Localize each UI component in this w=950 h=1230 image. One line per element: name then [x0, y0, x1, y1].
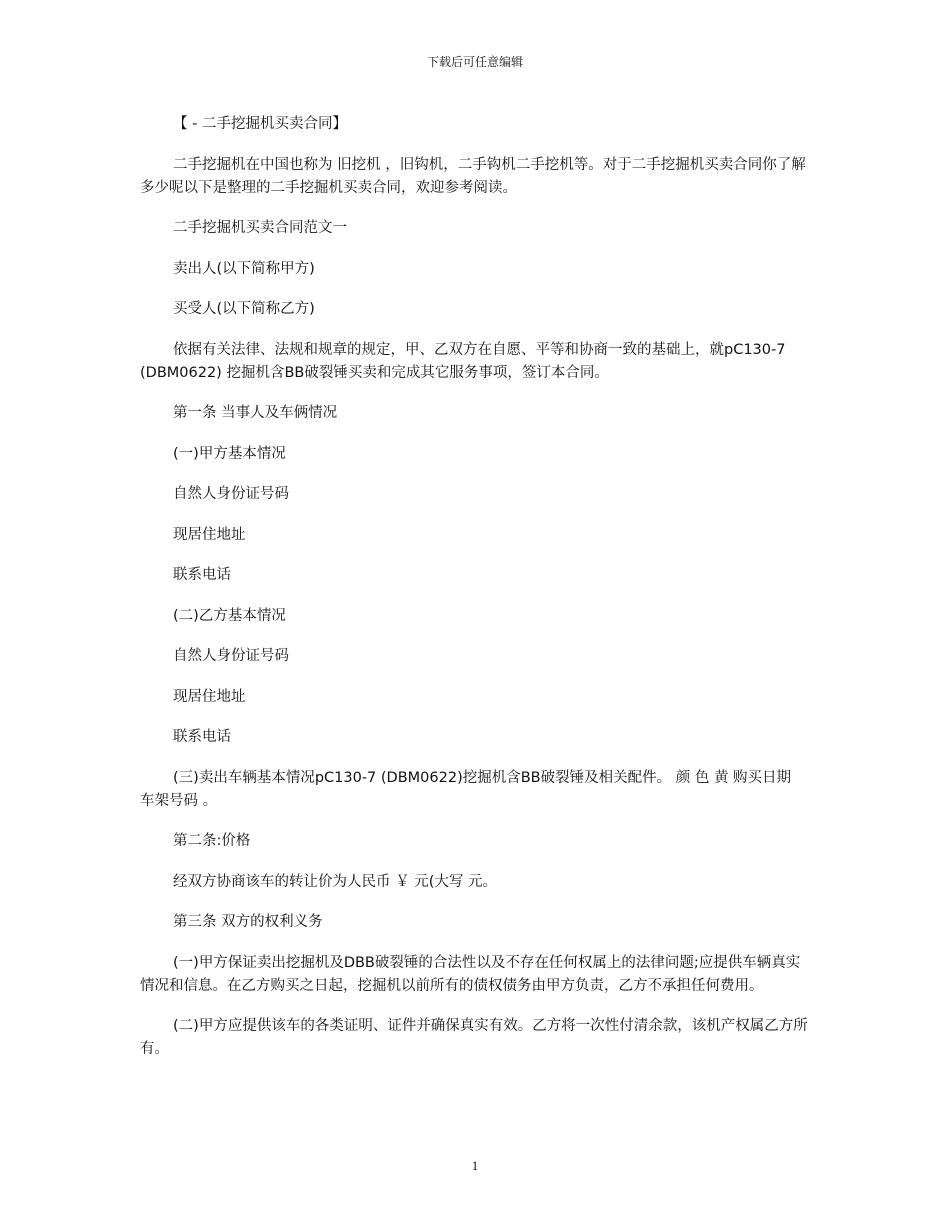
document-title: 【 - 二手挖掘机买卖合同】	[173, 116, 347, 132]
party-b-phone-line: 联系电话	[173, 729, 231, 745]
party-a-phone-line: 联系电话	[173, 567, 231, 583]
party-b-id-line: 自然人身份证号码	[173, 648, 289, 664]
party-a-heading: (一)甲方基本情况	[173, 445, 286, 462]
vehicle-info-paragraph: (三)卖出车辆基本情况pC130-7 (DBM0622)挖掘机含BB破裂锤及相关配件。 颜 色 黄 购买日期 车架号码 。	[140, 769, 792, 809]
basis-paragraph: 依据有关法律、法规和规章的规定，甲、乙双方在自愿、平等和协商一致的基础上，就pC130-7 (DBM0622) 挖掘机含BB破裂锤买卖和完成其它服务事项，签订本合同。	[140, 341, 786, 381]
duty-2-paragraph: (二)甲方应提供该车的各类证明、证件并确保真实有效。乙方将一次性付清余款，该机产权属乙方所有。	[140, 1018, 808, 1057]
page-number: 1	[471, 1158, 479, 1173]
document-body	[140, 113, 810, 1079]
article-2-heading: 第二条:价格	[173, 833, 251, 849]
buyer-line: 买受人(以下简称乙方)	[173, 301, 315, 317]
article-3-heading: 第三条 双方的权利义务	[173, 914, 323, 930]
duty-1-paragraph: (一)甲方保证卖出挖掘机及DBB破裂锤的合法性以及不存在任何权属上的法律问题;应提供车辆真实情况和信息。在乙方购买之日起，挖掘机以前所有的债权债务由甲方负责，乙方不承担任何费用。	[140, 954, 801, 994]
price-paragraph: 经双方协商该车的转让价为人民币 ￥ 元(大写 元。	[173, 873, 497, 890]
intro-paragraph: 二手挖掘机在中国也称为 旧挖机 ，旧钩机，二手钩机二手挖机等。对于二手挖掘机买卖合同你了解多少呢以下是整理的二手挖掘机买卖合同，欢迎参考阅读。	[140, 156, 806, 196]
article-1-heading: 第一条 当事人及车俩情况	[173, 405, 338, 421]
party-b-heading: (二)乙方基本情况	[173, 607, 286, 624]
sample-title: 二手挖掘机买卖合同范文一	[173, 220, 347, 236]
party-b-address-line: 现居住地址	[173, 688, 246, 705]
page-header: 下载后可任意编辑	[426, 55, 523, 69]
party-a-address-line: 现居住地址	[173, 526, 246, 543]
party-a-id-line: 自然人身份证号码	[173, 486, 289, 502]
seller-line: 卖出人(以下简称甲方)	[173, 260, 315, 277]
